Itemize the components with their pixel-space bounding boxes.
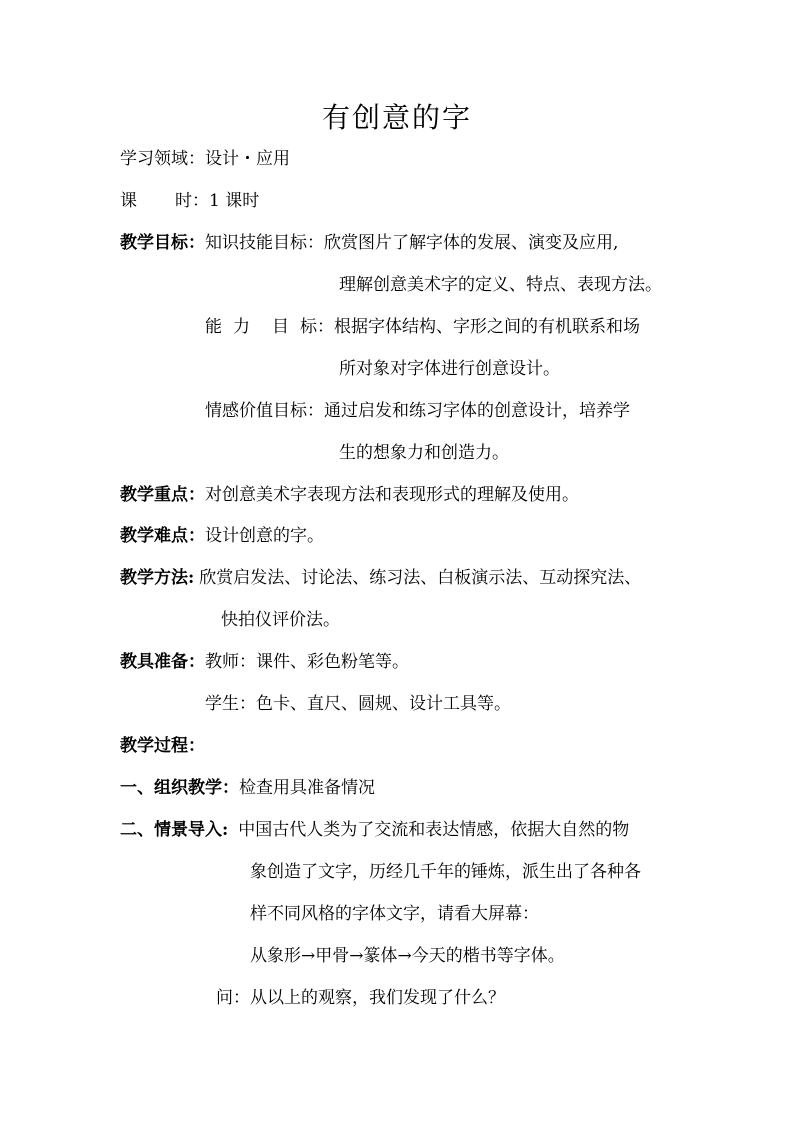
knowledge-goal-line1: 欣赏图片了解字体的发展、演变及应用, xyxy=(324,233,619,253)
step2-line1: 中国古代人类为了交流和表达情感，依据大自然的物 xyxy=(238,820,630,840)
method-row xyxy=(120,566,641,590)
learning-field-label: 学习领域： xyxy=(120,149,205,169)
key-point-value: 对创意美术字表现方法和表现形式的理解及使用。 xyxy=(205,485,579,505)
goals-row-ability xyxy=(205,315,640,339)
tools-student: 学生：色卡、直尺、圆规、设计工具等。 xyxy=(205,694,511,714)
step2-line2: 象创造了文字，历经几千年的锤炼，派生出了各种各 xyxy=(250,862,641,882)
key-point-row xyxy=(120,483,579,507)
tools-label: 教具准备： xyxy=(120,652,205,672)
ability-goal-line1: 根据字体结构、字形之间的有机联系和场 xyxy=(334,317,640,337)
step2-line4: 从象形→甲骨→篆体→今天的楷书等字体。 xyxy=(250,946,565,966)
tools-row-teacher xyxy=(120,650,409,674)
difficulty-label: 教学难点： xyxy=(120,526,205,546)
emotion-goal-label: 情感价值目标： xyxy=(205,401,324,421)
step1-row xyxy=(120,776,375,800)
class-hours-value: 1 课时 xyxy=(209,191,260,211)
method-label: 教学方法: xyxy=(120,568,195,588)
class-hours-label-a: 课 xyxy=(120,191,137,211)
knowledge-goal-line2: 理解创意美术字的定义、特点、表现方法。 xyxy=(339,275,662,295)
process-label: 教学过程： xyxy=(120,736,205,756)
goals-row-knowledge xyxy=(120,231,618,255)
step1-value: 检查用具准备情况 xyxy=(239,778,375,798)
knowledge-goal-label: 知识技能目标： xyxy=(205,233,324,253)
learning-field-row xyxy=(120,147,290,171)
emotion-goal-line1: 通过启发和练习字体的创意设计，培养学 xyxy=(324,401,630,421)
difficulty-row xyxy=(120,524,324,548)
step2-line3: 样不同风格的字体文字，请看大屏幕： xyxy=(250,904,539,924)
tools-teacher: 教师：课件、彩色粉笔等。 xyxy=(205,652,409,672)
step2-row xyxy=(120,818,629,842)
ability-goal-label-d: 标： xyxy=(300,317,334,337)
learning-field-value: 设计・应用 xyxy=(205,149,290,169)
goals-label: 教学目标： xyxy=(120,233,205,253)
ability-goal-label-a: 能 xyxy=(205,317,222,337)
goals-row-emotion xyxy=(205,399,630,423)
class-hours-label-b: 时： xyxy=(175,191,209,211)
step2-label: 二、情景导入: xyxy=(120,820,229,840)
step2-question: 问：从以上的观察，我们发现了什么？ xyxy=(216,988,505,1008)
method-line1: 欣赏启发法、讨论法、练习法、白板演示法、互动探究法、 xyxy=(199,568,642,588)
method-line2: 快拍仪评价法。 xyxy=(221,610,340,630)
key-point-label: 教学重点： xyxy=(120,485,205,505)
difficulty-value: 设计创意的字。 xyxy=(205,526,324,546)
step1-label: 一、组织教学： xyxy=(120,778,239,798)
emotion-goal-line2: 生的想象力和创造力。 xyxy=(339,443,509,463)
class-hours-row xyxy=(120,189,259,213)
page-title: 有创意的字 xyxy=(321,101,472,134)
ability-goal-line2: 所对象对字体进行创意设计。 xyxy=(339,359,560,379)
ability-goal-label-c: 目 xyxy=(272,317,289,337)
ability-goal-label-b: 力 xyxy=(233,317,250,337)
